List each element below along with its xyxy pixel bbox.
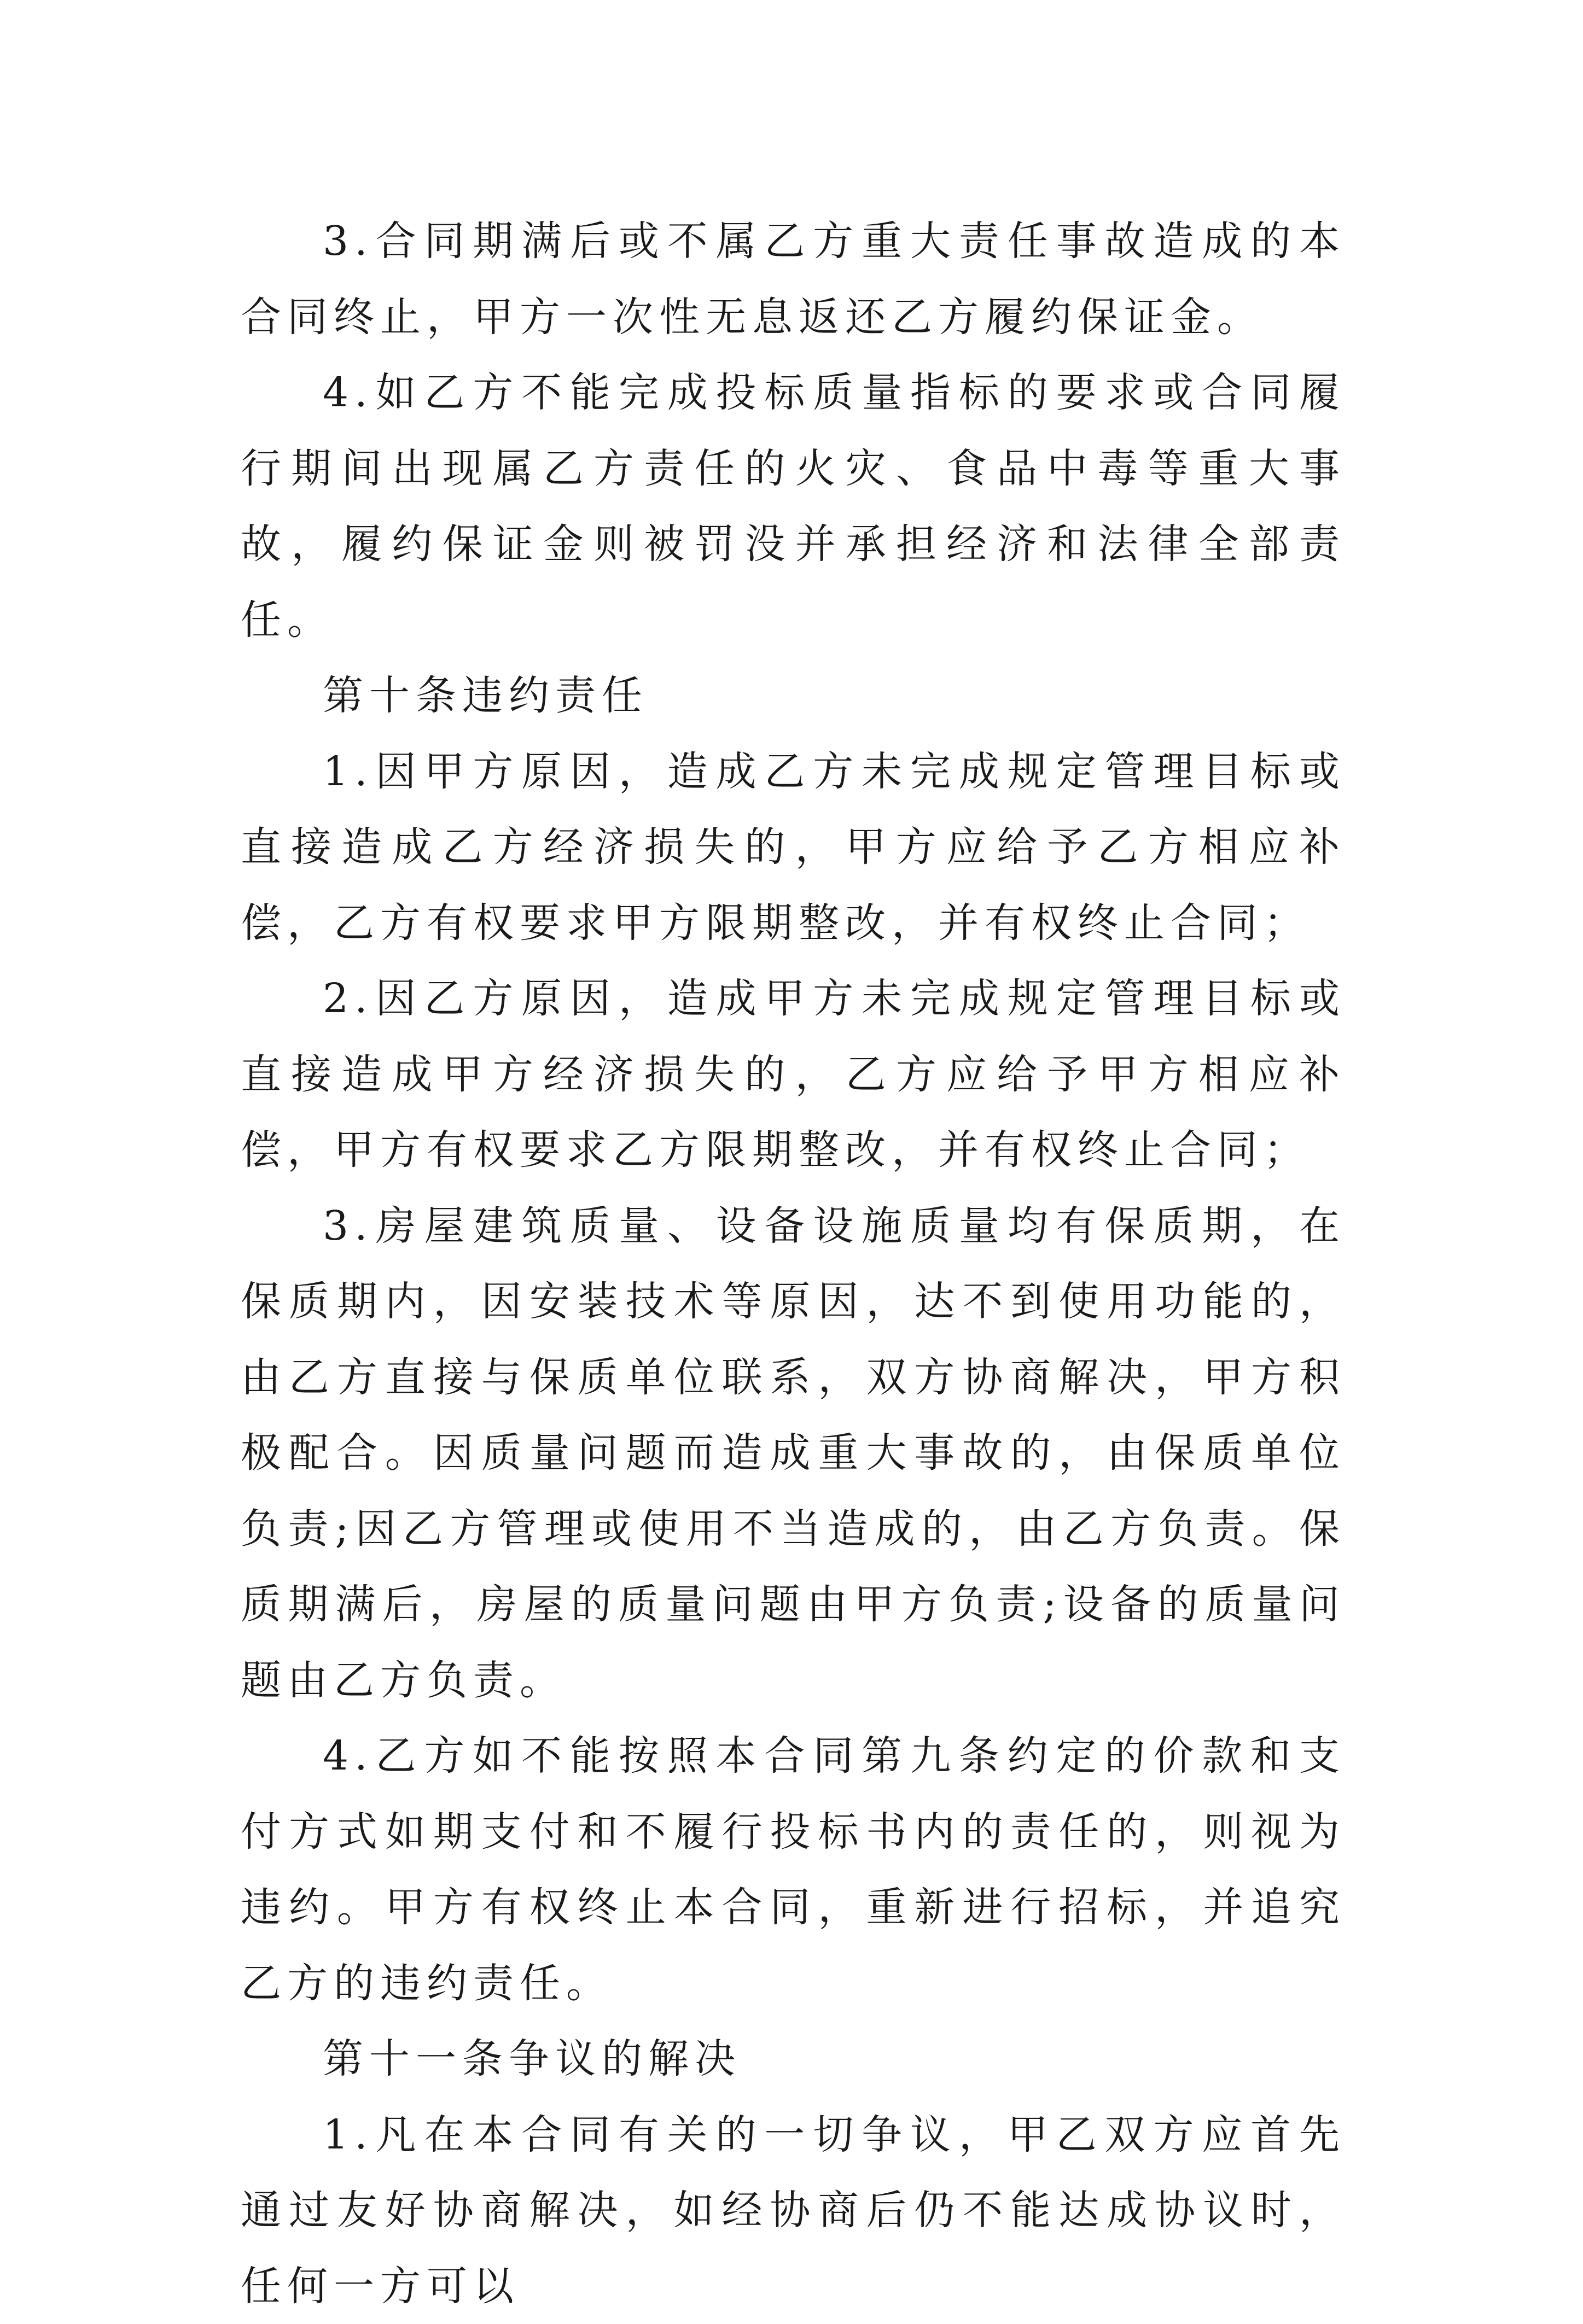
clause-10-item-4: 4.乙方如不能按照本合同第九条约定的价款和支付方式如期支付和不履行投标书内的责任的，则视为违约。甲方有权终止本合同，重新进行招标，并追究乙方的违约责任。: [241, 1718, 1346, 2021]
clause-9-item-3: 3.合同期满后或不属乙方重大责任事故造成的本合同终止，甲方一次性无息返还乙方履约保证金。: [241, 203, 1346, 355]
clause-11-item-1: 1.凡在本合同有关的一切争议，甲乙双方应首先通过友好协商解决，如经协商后仍不能达成协议时，任何一方可以: [241, 2097, 1346, 2324]
clause-10-item-1: 1.因甲方原因，造成乙方未完成规定管理目标或直接造成乙方经济损失的，甲方应给予乙方相应补偿，乙方有权要求甲方限期整改，并有权终止合同；: [241, 734, 1346, 961]
clause-11-heading: 第十一条争议的解决: [241, 2021, 1346, 2097]
clause-10-item-3: 3.房屋建筑质量、设备设施质量均有保质期，在保质期内，因安装技术等原因，达不到使用功能的，由乙方直接与保质单位联系，双方协商解决，甲方积极配合。因质量问题而造成重大事故的，由保质单位负责;因乙方管理或使用不当造成的，由乙方负责。保质期满后，房屋的质量问题由甲方负责;设备的质量问题由乙方负责。: [241, 1188, 1346, 1719]
clause-9-item-4: 4.如乙方不能完成投标质量指标的要求或合同履行期间出现属乙方责任的火灾、食品中毒等重大事故，履约保证金则被罚没并承担经济和法律全部责任。: [241, 355, 1346, 658]
document-body: [241, 203, 1346, 2324]
clause-10-heading: 第十条违约责任: [241, 658, 1346, 734]
clause-10-item-2: 2.因乙方原因，造成甲方未完成规定管理目标或直接造成甲方经济损失的，乙方应给予甲方相应补偿，甲方有权要求乙方限期整改，并有权终止合同；: [241, 961, 1346, 1188]
